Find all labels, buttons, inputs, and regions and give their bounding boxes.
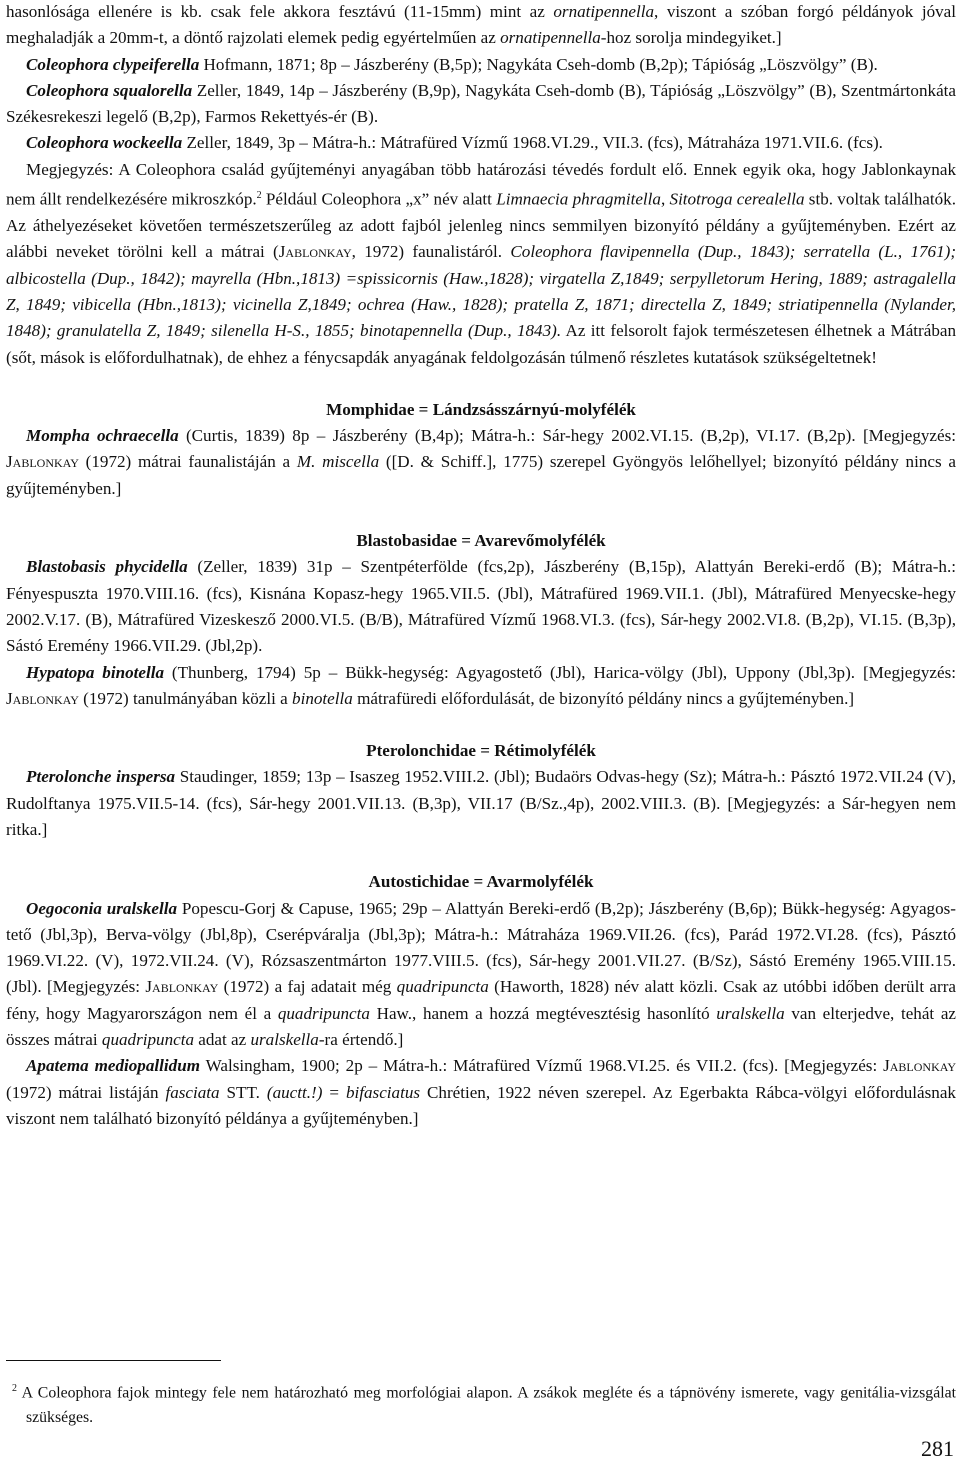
species-entry-squalorella: Coleophora squalorella Zeller, 1849, 14p – Jászberény (B,9p), Nagykáta Cseh-domb (B), Tápióság „Löszvölgy” (B), Szentmártonkáta Székesrekeszi legelő (B,2p), Farmos Rekettyés-ér (B). [6,80,956,127]
species-entry-pterolonche: Pterolonche inspersa Staudinger, 1859; 13p – Isaszeg 1952.VIII.2. (Jbl); Budaörs Odvas-hegy (Sz); Mátra-h.: Pásztó 1972.VII.24 (V), Rudolftanya 1975.VII.5-14. (fcs), Sár-hegy 2001.VII.13. (B,3p), VII.17 (B/Sz.,4p), 2002.VIII.3. (B). [Megjegyzés: a Sár-hegyen nem ritka.] [6,767,956,839]
species-entry-blastobasis: Blastobasis phycidella (Zeller, 1839) 31p – Szentpéterfölde (fcs,2p), Jászberény (B,15p), Alattyán Bereki-erdő (B); Mátra-h.: Fényespuszta 1970.VIII.16. (fcs), Kisnána Kopasz-hegy 1965.VII.5. (Jbl), Mátrafüred 1969.VII.1. (Jbl), Mátrafüred Menyecske-hegy 2002.V.17. (B), Mátrafüred Vizeskesző 2000.VI.5. (B/B), Mátrafüred Vízmű 1968.VI.3. (fcs), Sár-hegy 2002.VI.8. (B,2p), VI.15. (B,3p), Sástó Eremény 1966.VII.29. (Jbl,2p). [6,557,956,656]
section-heading-blastobasidae: Blastobasidae = Avarevőmolyfélék [356,531,606,551]
footnote-text: $^2$ A Coleophora fajok mintegy fele nem határozható meg morfológiai alapon. A zsákok megléte és a tápnövény ismerete, vagy genitália-vizsgálat szükséges. [12,1383,956,1427]
species-name: Coleophora wockeella [26,133,183,153]
species-name: Coleophora squalorella [26,80,193,100]
species-name: Blastobasis phycidella [26,557,188,577]
species-entry-wockeella: Coleophora wockeella Zeller, 1849, 3p – Mátra-h.: Mátrafüred Vízmű 1968.VI.29., VII.3. (fcs), Mátraháza 1971.VII.6. (fcs). [26,133,883,153]
footnote-mark: 2 [12,1383,17,1394]
species-name: Mompha ochraecella [26,426,179,446]
footnote [6,1376,956,1430]
species-name: Oegoconia uralskella [26,898,178,918]
species-entry-hypatopa: Hypatopa binotella (Thunberg, 1794) 5p – Bükk-hegység: Agyagostető (Jbl), Harica-völgy (Jbl), Uppony (Jbl,3p). [Megjegyzés: Jablonkay (1972) tanulmányában közli a binotella mátrafüredi előfordulását, de bizonyító példány nincs a gyűjteményben.] [6,662,957,708]
section-heading-autostichidae: Autostichidae = Avarmolyfélék [368,872,594,892]
species-name: Coleophora clypeiferella [26,54,200,74]
coleophora-note-paragraph: Megjegyzés: A Coleophora család gyűjteményi anyagában több határozási tévedés fordult elő. Ennek egyik oka, hogy Jablonkaynak nem állt rendelkezésére mikroszkóp.$^2$ Például Coleophora „x” név alatt Limnaecia phragmitella, Sitotroga cerealella stb. voltak találhatók. Az áthelyezéseket követően természetszerűleg az adott fajból jelenleg nincs semmilyen bizonyító példány a gyűjteményben. Ezért az alábbi neveket törölni kell a mátrai (Jablonkay, 1972) faunalistáról. Coleophora flavipennella (Dup., 1843); serratella (L., 1761); albicostella (Dup., 1842); mayrella (Hbn.,1813) =spissicornis (Haw.,1828); virgatella Z,1849; serpylletorum Hering, 1889; astragalella Z, 1849; vibicella (Hbn.,1813); vicinella Z,1849; ochrea (Haw., 1828); pratella Z, 1871; directella Z, 1849; striatipennella (Nylander, 1848); granulatella Z, 1849; silenella H-S., 1855; binotapennella (Dup., 1843). Az itt felsorolt fajok természetesen élhetnek a Mátrában (sőt, mások is előfordulhatnak), de ehhez a fénycsapdák anyagának feldolgozásán túlmenő részletes kutatások szükségeltetnek! [6,159,957,367]
species-name: Hypatopa binotella [26,662,165,682]
footnote-divider [6,1360,221,1361]
species-entry-mompha: Mompha ochraecella (Curtis, 1839) 8p – Jászberény (B,4p); Mátra-h.: Sár-hegy 2002.VI.15. (B,2p), VI.17. (B,2p). [Megjegyzés: Jablonkay (1972) mátrai faunalistáján a M. miscella ([D. & Schiff.], 1775) szerepel Gyöngyös lelőhellyel; bizonyító példány nincs a gyűjteményben.] [6,426,956,498]
page-body [6,0,956,1132]
species-name: Apatema mediopallidum [26,1056,201,1076]
species-entry-oegoconia: Oegoconia uralskella Popescu-Gorj & Capuse, 1965; 29p – Alattyán Bereki-erdő (B,2p); Jászberény (B,6p); Bükk-hegység: Agyagos-tető (Jbl,3p), Berva-völgy (Jbl,8p), Cserépváralja (Jbl,3p); Mátra-h.: Mátraháza 1969.VII.26. (fcs), Parád 1972.VI.28. (fcs), Pásztó 1969.VI.22. (V), 1972.VII.24. (V), Rózsaszentmárton 1977.VIII.5. (fcs), Sár-hegy 2001.VII.27. (B/Sz), Sástó Eremény 1965.VIII.15. (Jbl). [Megjegyzés: Jablonkay (1972) a faj adatait még quadripuncta (Haworth, 1828) név alatt közli. Csak az utóbbi időben derült arra fény, hogy Magyarországon nem él a quadripuncta Haw., hanem a hozzá megtévesztésig hasonlító uralskella van elterjedve, tehát az összes mátrai quadripuncta adat az uralskella-ra értendő.] [6,898,956,1050]
footnote-reference: 2 [256,190,262,202]
species-name: Pterolonche inspersa [26,767,176,787]
page-number: 281 [921,1436,954,1461]
section-heading-pterolonchidae: Pterolonchidae = Rétimolyfélék [366,741,596,761]
section-heading-momphidae: Momphidae = Lándzsásszárnyú-molyfélék [326,399,636,419]
species-entry-apatema: Apatema mediopallidum Walsingham, 1900; 2p – Mátra-h.: Mátrafüred Vízmű 1968.VI.25. és VII.2. (fcs). [Megjegyzés: Jablonkay (1972) mátrai listáján fasciata STT. (auctt.!) = bifasciatus Chrétien, 1922 néven szerepel. Az Egerbakta Rábca-völgyi előfordulásnak viszont nem található bizonyító példánya a gyűjteményben.] [6,1056,956,1128]
species-entry-clypeiferella: Coleophora clypeiferella Hofmann, 1871; 8p – Jászberény (B,5p); Nagykáta Cseh-domb (B,2p); Tápióság „Löszvölgy” (B). [26,54,878,74]
intro-paragraph: hasonlósága ellenére is kb. csak fele akkora fesztávú (11-15mm) mint az ornatipennella, viszont a szóban forgó példányok jóval meghaladják a 20mm-t, a döntő rajzolati elemek pedig egyértelműen az ornatipennella-hoz sorolja mindegyiket.] [6,2,956,48]
